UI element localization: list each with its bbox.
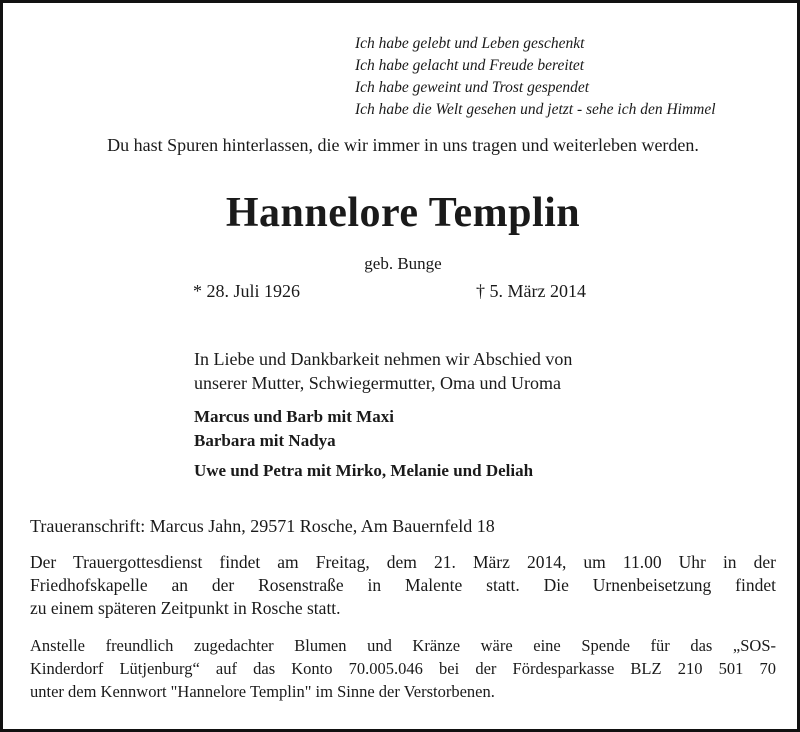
birth-date: * 28. Juli 1926 — [193, 281, 301, 301]
donation-line: unter dem Kennwort "Hannelore Templin" im Sinne der Verstorbenen. — [30, 682, 495, 701]
farewell-line: In Liebe und Dankbarkeit nehmen wir Abschied von — [194, 349, 573, 369]
poem-line: Ich habe die Welt gesehen und jetzt - sehe ich den Himmel — [355, 101, 716, 118]
poem-line: Ich habe gelebt und Leben geschenkt — [355, 35, 585, 52]
mourning-address: Traueranschrift: Marcus Jahn, 29571 Rosche, Am Bauernfeld 18 — [30, 516, 495, 536]
deceased-name: Hannelore Templin — [225, 190, 581, 236]
service-line: Friedhofskapelle an der Rosenstraße in Malente statt. Die Urnenbeisetzung findet — [30, 575, 776, 595]
poem-line: Ich habe gelacht und Freude bereitet — [355, 57, 585, 74]
funeral-service-info — [30, 551, 776, 620]
poem-line: Ich habe geweint und Trost gespendet — [355, 79, 590, 96]
tagline: Du hast Spuren hinterlassen, die wir immer in uns tragen und weiterleben werden. — [107, 135, 699, 155]
maiden-name: geb. Bunge — [364, 254, 442, 273]
service-line: Der Trauergottesdienst findet am Freitag, dem 21. März 2014, um 11.00 Uhr in der — [30, 552, 776, 572]
farewell-line: unserer Mutter, Schwiegermutter, Oma und Uroma — [194, 373, 561, 393]
death-date: † 5. März 2014 — [476, 281, 586, 301]
donation-line: Kinderdorf Lütjenburg“ auf das Konto 70.005.046 bei der Fördesparkasse BLZ 210 501 70 — [30, 659, 776, 678]
service-line: zu einem späteren Zeitpunkt in Rosche statt. — [30, 598, 341, 618]
donation-info — [30, 634, 776, 703]
family-member: Uwe und Petra mit Mirko, Melanie und Deliah — [194, 461, 534, 480]
poem — [355, 33, 716, 121]
family-member: Barbara mit Nadya — [194, 431, 336, 450]
farewell-text — [194, 347, 572, 395]
donation-line: Anstelle freundlich zugedachter Blumen und Kränze wäre eine Spende für das „SOS- — [30, 636, 776, 655]
family-member: Marcus und Barb mit Maxi — [194, 407, 394, 426]
